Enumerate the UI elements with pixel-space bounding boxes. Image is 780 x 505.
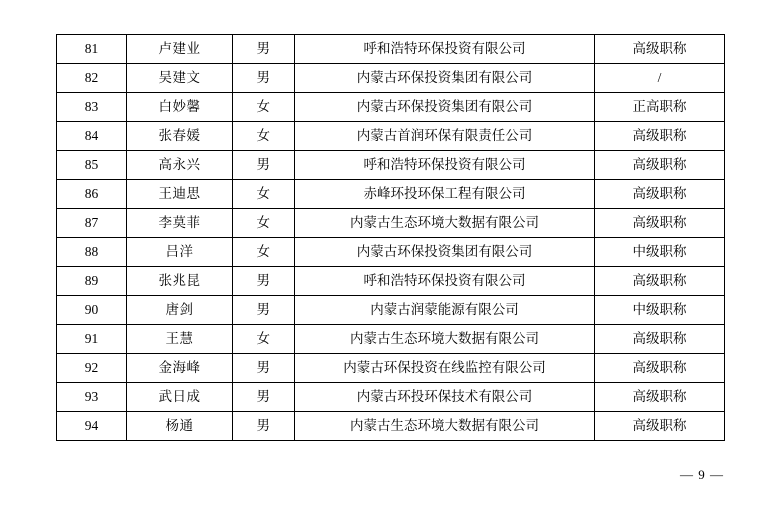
table-row — [57, 325, 725, 354]
cell-organization: 内蒙古环保投资在线监控有限公司 — [295, 354, 595, 383]
cell-index: 86 — [57, 180, 127, 209]
cell-title: 中级职称 — [595, 238, 725, 267]
cell-name: 张春媛 — [127, 122, 233, 151]
cell-organization: 呼和浩特环保投资有限公司 — [295, 267, 595, 296]
cell-organization: 呼和浩特环保投资有限公司 — [295, 151, 595, 180]
cell-name: 高永兴 — [127, 151, 233, 180]
cell-sex: 男 — [233, 35, 295, 64]
cell-name: 武日成 — [127, 383, 233, 412]
cell-organization: 内蒙古环保投资集团有限公司 — [295, 238, 595, 267]
table-row — [57, 412, 725, 441]
cell-title: 高级职称 — [595, 267, 725, 296]
table-row — [57, 64, 725, 93]
cell-name: 吕洋 — [127, 238, 233, 267]
table-row — [57, 238, 725, 267]
page-footer — [0, 467, 724, 483]
cell-name: 杨通 — [127, 412, 233, 441]
cell-name: 吴建文 — [127, 64, 233, 93]
cell-index: 87 — [57, 209, 127, 238]
cell-name: 金海峰 — [127, 354, 233, 383]
cell-sex: 女 — [233, 180, 295, 209]
cell-name: 卢建业 — [127, 35, 233, 64]
cell-title: 高级职称 — [595, 122, 725, 151]
cell-sex: 男 — [233, 354, 295, 383]
cell-sex: 女 — [233, 122, 295, 151]
cell-index: 89 — [57, 267, 127, 296]
cell-sex: 男 — [233, 296, 295, 325]
cell-sex: 女 — [233, 238, 295, 267]
cell-index: 84 — [57, 122, 127, 151]
cell-title: 高级职称 — [595, 35, 725, 64]
table-row — [57, 267, 725, 296]
cell-sex: 男 — [233, 412, 295, 441]
cell-organization: 内蒙古润蒙能源有限公司 — [295, 296, 595, 325]
table-row — [57, 209, 725, 238]
personnel-table — [56, 34, 725, 441]
cell-index: 81 — [57, 35, 127, 64]
cell-name: 唐剑 — [127, 296, 233, 325]
cell-organization: 内蒙古环保投资集团有限公司 — [295, 93, 595, 122]
cell-title: 高级职称 — [595, 151, 725, 180]
table-row — [57, 122, 725, 151]
table-row — [57, 354, 725, 383]
cell-name: 张兆昆 — [127, 267, 233, 296]
cell-organization: 内蒙古环投环保技术有限公司 — [295, 383, 595, 412]
cell-title: 高级职称 — [595, 354, 725, 383]
cell-organization: 内蒙古首润环保有限责任公司 — [295, 122, 595, 151]
cell-title: 正高职称 — [595, 93, 725, 122]
cell-sex: 男 — [233, 267, 295, 296]
cell-title: 高级职称 — [595, 383, 725, 412]
cell-title: / — [595, 64, 725, 93]
cell-index: 92 — [57, 354, 127, 383]
cell-index: 85 — [57, 151, 127, 180]
cell-sex: 男 — [233, 383, 295, 412]
cell-index: 88 — [57, 238, 127, 267]
cell-sex: 男 — [233, 151, 295, 180]
cell-index: 93 — [57, 383, 127, 412]
footer-prefix: — — [680, 467, 694, 482]
table-row — [57, 180, 725, 209]
cell-organization: 呼和浩特环保投资有限公司 — [295, 35, 595, 64]
table-row — [57, 35, 725, 64]
cell-index: 82 — [57, 64, 127, 93]
cell-index: 90 — [57, 296, 127, 325]
cell-title: 高级职称 — [595, 325, 725, 354]
cell-sex: 男 — [233, 64, 295, 93]
cell-index: 94 — [57, 412, 127, 441]
footer-suffix: — — [710, 467, 724, 482]
table-row — [57, 296, 725, 325]
cell-organization: 内蒙古生态环境大数据有限公司 — [295, 325, 595, 354]
cell-title: 中级职称 — [595, 296, 725, 325]
table-row — [57, 383, 725, 412]
cell-organization: 内蒙古环保投资集团有限公司 — [295, 64, 595, 93]
cell-index: 83 — [57, 93, 127, 122]
cell-title: 高级职称 — [595, 180, 725, 209]
cell-sex: 女 — [233, 325, 295, 354]
cell-name: 李莫菲 — [127, 209, 233, 238]
cell-organization: 内蒙古生态环境大数据有限公司 — [295, 412, 595, 441]
footer-page-number: 9 — [698, 467, 706, 482]
cell-organization: 内蒙古生态环境大数据有限公司 — [295, 209, 595, 238]
table-row — [57, 93, 725, 122]
cell-name: 王迪思 — [127, 180, 233, 209]
cell-title: 高级职称 — [595, 209, 725, 238]
table-row — [57, 151, 725, 180]
cell-name: 王慧 — [127, 325, 233, 354]
cell-organization: 赤峰环投环保工程有限公司 — [295, 180, 595, 209]
cell-sex: 女 — [233, 209, 295, 238]
cell-index: 91 — [57, 325, 127, 354]
cell-name: 白妙馨 — [127, 93, 233, 122]
cell-sex: 女 — [233, 93, 295, 122]
cell-title: 高级职称 — [595, 412, 725, 441]
